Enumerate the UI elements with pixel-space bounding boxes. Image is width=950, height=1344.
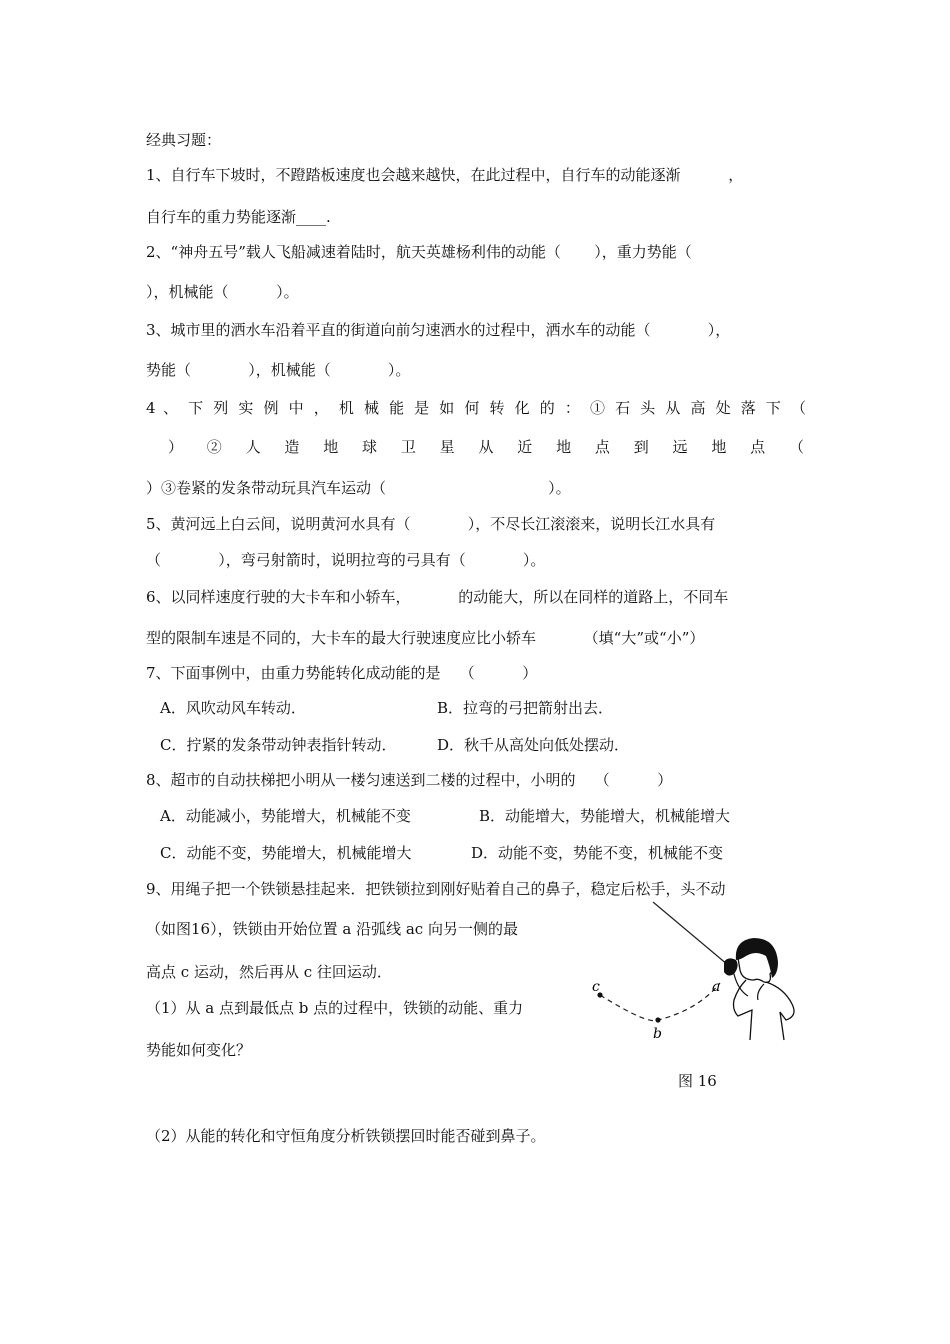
question-8-option-d: D．动能不变，势能不变，机械能不变 <box>471 844 724 862</box>
question-3-line-2: 势能（ ），机械能（ ）。 <box>146 361 411 379</box>
question-1-line-2: 自行车的重力势能逐渐____. <box>146 208 331 226</box>
question-8-option-b: B．动能增大，势能增大，机械能增大 <box>479 807 731 825</box>
hands-with-lock <box>724 958 738 975</box>
question-5-line-2: （ ），弯弓射箭时，说明拉弯的弓具有（ ）。 <box>146 551 546 569</box>
question-9-line-3: 高点 c 运动，然后再从 c 往回运动． <box>146 963 392 981</box>
question-2-line-1: 2、“神舟五号”载人飞船减速着陆时，航天英雄杨利伟的动能（ ），重力势能（ <box>146 243 692 261</box>
question-8-option-a: A．动能减小，势能增大，机械能不变 <box>160 807 411 825</box>
person-body <box>734 980 795 1040</box>
pendulum-figure <box>588 870 813 1050</box>
question-4-line-1: 4 、 下 列 实 例 中 ， 机 械 能 是 如 何 转 化 的 ： ① 石 头 从 高 处 落 下 （ <box>146 399 806 417</box>
question-3-line-1: 3、城市里的洒水车沿着平直的街道向前匀速洒水的过程中，洒水车的动能（ ）， <box>146 321 731 339</box>
rope-line <box>653 902 728 965</box>
question-9-line-2: （如图16），铁锁由开始位置 a 沿弧线 ac 向另一侧的最 <box>146 920 518 938</box>
label-b: b <box>653 1026 662 1042</box>
question-7-option-c: C．拧紧的发条带动钟表指针转动． <box>160 736 397 754</box>
question-9-sub1-line-1: （1）从 a 点到最低点 b 点的过程中，铁锁的动能、重力 <box>146 999 524 1017</box>
question-6-line-1: 6、以同样速度行驶的大卡车和小轿车， 的动能大，所以在同样的道路上，不同车 <box>146 588 729 606</box>
person-arms <box>734 974 764 1000</box>
question-2-line-2: ），机械能（ ）。 <box>146 283 299 301</box>
question-1-line-1: 1、自行车下坡时，不蹬踏板速度也会越来越快，在此过程中，自行车的动能逐渐 ， <box>146 166 744 184</box>
question-9-sub1-line-2: 势能如何变化？ <box>146 1041 252 1059</box>
question-4-line-3: ）③卷紧的发条带动玩具汽车运动（ ）。 <box>146 479 571 497</box>
section-heading: 经典习题： <box>146 131 222 149</box>
question-7-option-d: D．秋千从高处向低处摆动． <box>437 736 630 754</box>
label-c: c <box>592 979 600 995</box>
question-7-option-a: A．风吹动风车转动． <box>160 699 306 717</box>
question-4-line-2: ） ② 人 造 地 球 卫 星 从 近 地 点 到 远 地 点 （ <box>168 438 804 456</box>
question-9-sub2: （2）从能的转化和守恒角度分析铁锁摆回时能否碰到鼻子。 <box>146 1127 546 1145</box>
label-a: a <box>712 979 721 995</box>
question-7-stem: 7、下面事例中，由重力势能转化成动能的是 （ ） <box>146 664 538 682</box>
question-7-option-b: B．拉弯的弓把箭射出去． <box>437 699 614 717</box>
question-8-stem: 8、超市的自动扶梯把小明从一楼匀速送到二楼的过程中，小明的 （ ） <box>146 771 673 789</box>
person-hair <box>736 938 778 978</box>
question-9-line-1: 9、用绳子把一个铁锁悬挂起来．把铁锁拉到刚好贴着自己的鼻子，稳定后松手，头不动 <box>146 880 726 898</box>
question-8-option-c: C．动能不变，势能增大，机械能增大 <box>160 844 412 862</box>
question-5-line-1: 5、黄河远上白云间，说明黄河水具有（ ），不尽长江滚滚来，说明长江水具有 <box>146 515 716 533</box>
swing-arc <box>600 983 720 1021</box>
point-b <box>655 1017 660 1022</box>
figure-caption: 图 16 <box>678 1072 717 1090</box>
question-6-line-2: 型的限制车速是不同的，大卡车的最大行驶速度应比小轿车 （填“大”或“小”） <box>146 629 705 647</box>
